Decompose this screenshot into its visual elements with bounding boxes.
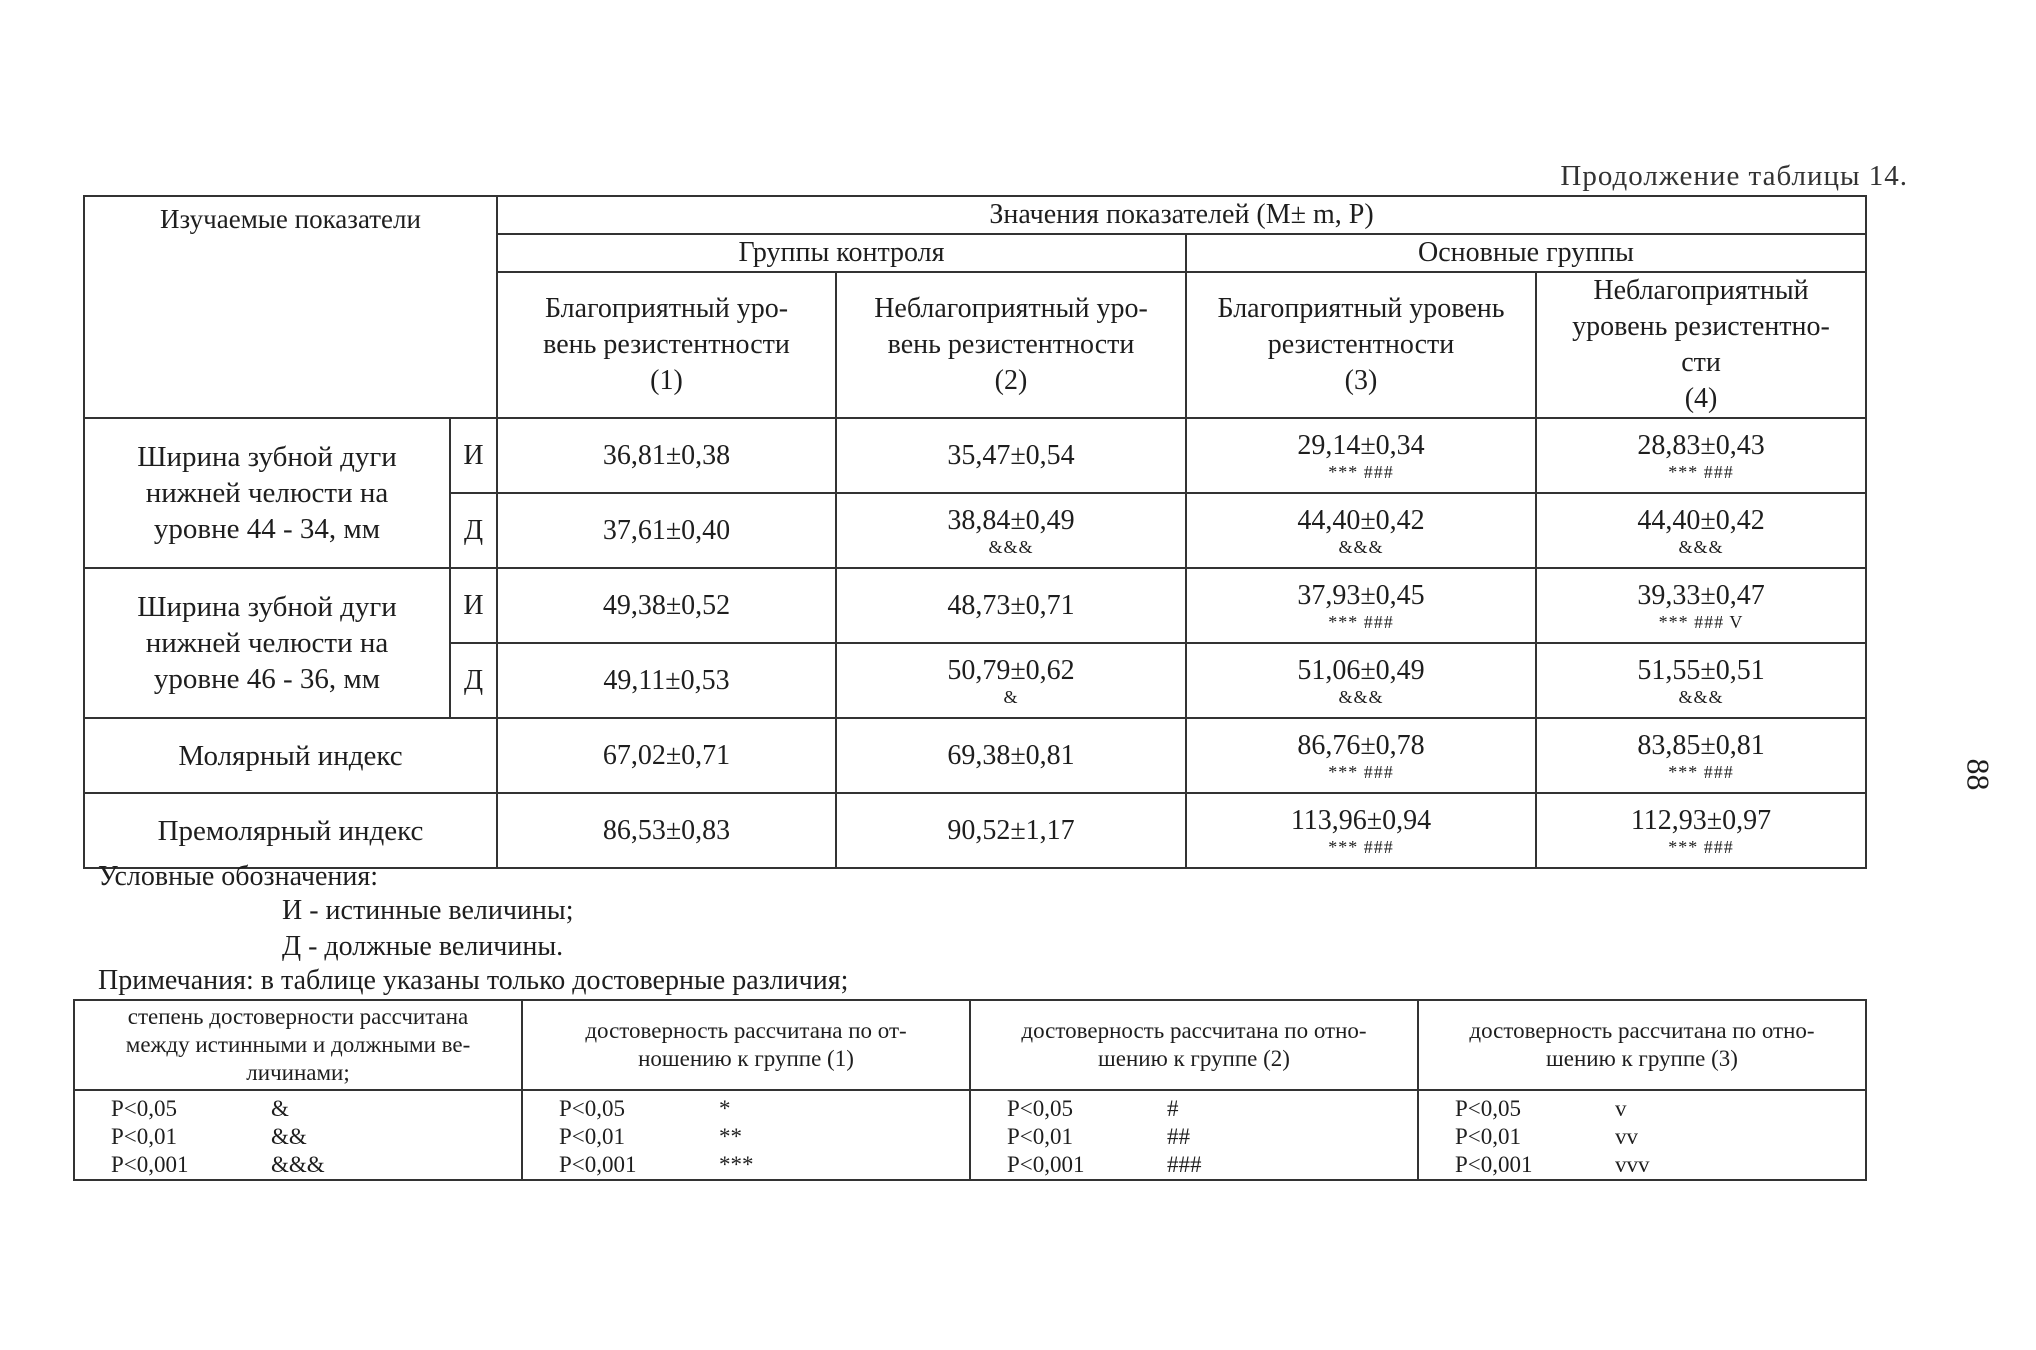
continuation-title: Продолжение таблицы 14. <box>1560 160 1908 192</box>
value-cell: 29,14±0,34 *** ### <box>1186 418 1536 493</box>
legend-d: Д - должные величины. <box>282 931 564 962</box>
value-cell: 39,33±0,47 *** ### V <box>1536 568 1866 643</box>
data-table <box>83 195 1867 869</box>
value-cell: 48,73±0,71 <box>836 568 1186 643</box>
header-col-4: Неблагоприятный уровень резистентно- сти (4) <box>1536 272 1866 418</box>
value-cell: 36,81±0,38 <box>497 418 836 493</box>
header-col-2: Неблагоприятный уро- вень резистентности (2) <box>836 272 1186 418</box>
row-label: Премолярный индекс <box>84 793 497 868</box>
header-col-1: Благоприятный уро- вень резистентности (1) <box>497 272 836 418</box>
value-cell: 51,55±0,51 &&& <box>1536 643 1866 718</box>
notes-head: достоверность рассчитана по отно- шению к группе (3) <box>1418 1000 1866 1090</box>
value-cell: 83,85±0,81 *** ### <box>1536 718 1866 793</box>
notes-cell: P<0,05 & P<0,01 && P<0,001 &&& <box>74 1090 522 1180</box>
value-cell: 112,93±0,97 *** ### <box>1536 793 1866 868</box>
value-cell: 113,96±0,94 *** ### <box>1186 793 1536 868</box>
table-row <box>84 418 1866 493</box>
notes-head: степень достоверности рассчитана между истинными и должными ве- личинами; <box>74 1000 522 1090</box>
value-cell: 49,38±0,52 <box>497 568 836 643</box>
legend-i: И - истинные величины; <box>282 895 574 926</box>
notes-cell: P<0,05 * P<0,01 ** P<0,001 *** <box>522 1090 970 1180</box>
notes-table <box>73 999 1867 1181</box>
value-cell: 90,52±1,17 <box>836 793 1186 868</box>
value-cell: 44,40±0,42 &&& <box>1186 493 1536 568</box>
row-label: Ширина зубной дуги нижней челюсти на уровне 44 - 34, мм <box>84 418 450 568</box>
row-label: Молярный индекс <box>84 718 497 793</box>
row-type: И <box>450 418 497 493</box>
table-row <box>84 568 1866 643</box>
value-cell: 38,84±0,49 &&& <box>836 493 1186 568</box>
notes-cell: P<0,05 # P<0,01 ## P<0,001 ### <box>970 1090 1418 1180</box>
value-cell: 35,47±0,54 <box>836 418 1186 493</box>
value-cell: 51,06±0,49 &&& <box>1186 643 1536 718</box>
header-indicators: Изучаемые показатели <box>84 196 497 418</box>
header-values: Значения показателей (M± m, P) <box>497 196 1866 234</box>
notes-cell: P<0,05 v P<0,01 vv P<0,001 vvv <box>1418 1090 1866 1180</box>
legend-title: Условные обозначения: <box>98 861 379 892</box>
row-type: Д <box>450 643 497 718</box>
value-cell: 37,61±0,40 <box>497 493 836 568</box>
value-cell: 50,79±0,62 & <box>836 643 1186 718</box>
value-cell: 49,11±0,53 <box>497 643 836 718</box>
value-cell: 86,53±0,83 <box>497 793 836 868</box>
value-cell: 28,83±0,43 *** ### <box>1536 418 1866 493</box>
page-number: 88 <box>1960 758 1997 791</box>
header-main-groups: Основные группы <box>1186 234 1866 272</box>
header-control-groups: Группы контроля <box>497 234 1186 272</box>
header-col-3: Благоприятный уровень резистентности (3) <box>1186 272 1536 418</box>
notes-head: достоверность рассчитана по отно- шению к группе (2) <box>970 1000 1418 1090</box>
row-type: Д <box>450 493 497 568</box>
table-row <box>84 793 1866 868</box>
value-cell: 44,40±0,42 &&& <box>1536 493 1866 568</box>
value-cell: 69,38±0,81 <box>836 718 1186 793</box>
value-cell: 67,02±0,71 <box>497 718 836 793</box>
row-label: Ширина зубной дуги нижней челюсти на уровне 46 - 36, мм <box>84 568 450 718</box>
notes-intro: Примечания: в таблице указаны только достоверные различия; <box>98 965 849 996</box>
table-row <box>84 718 1866 793</box>
row-type: И <box>450 568 497 643</box>
value-cell: 37,93±0,45 *** ### <box>1186 568 1536 643</box>
value-cell: 86,76±0,78 *** ### <box>1186 718 1536 793</box>
notes-head: достоверность рассчитана по от- ношению к группе (1) <box>522 1000 970 1090</box>
